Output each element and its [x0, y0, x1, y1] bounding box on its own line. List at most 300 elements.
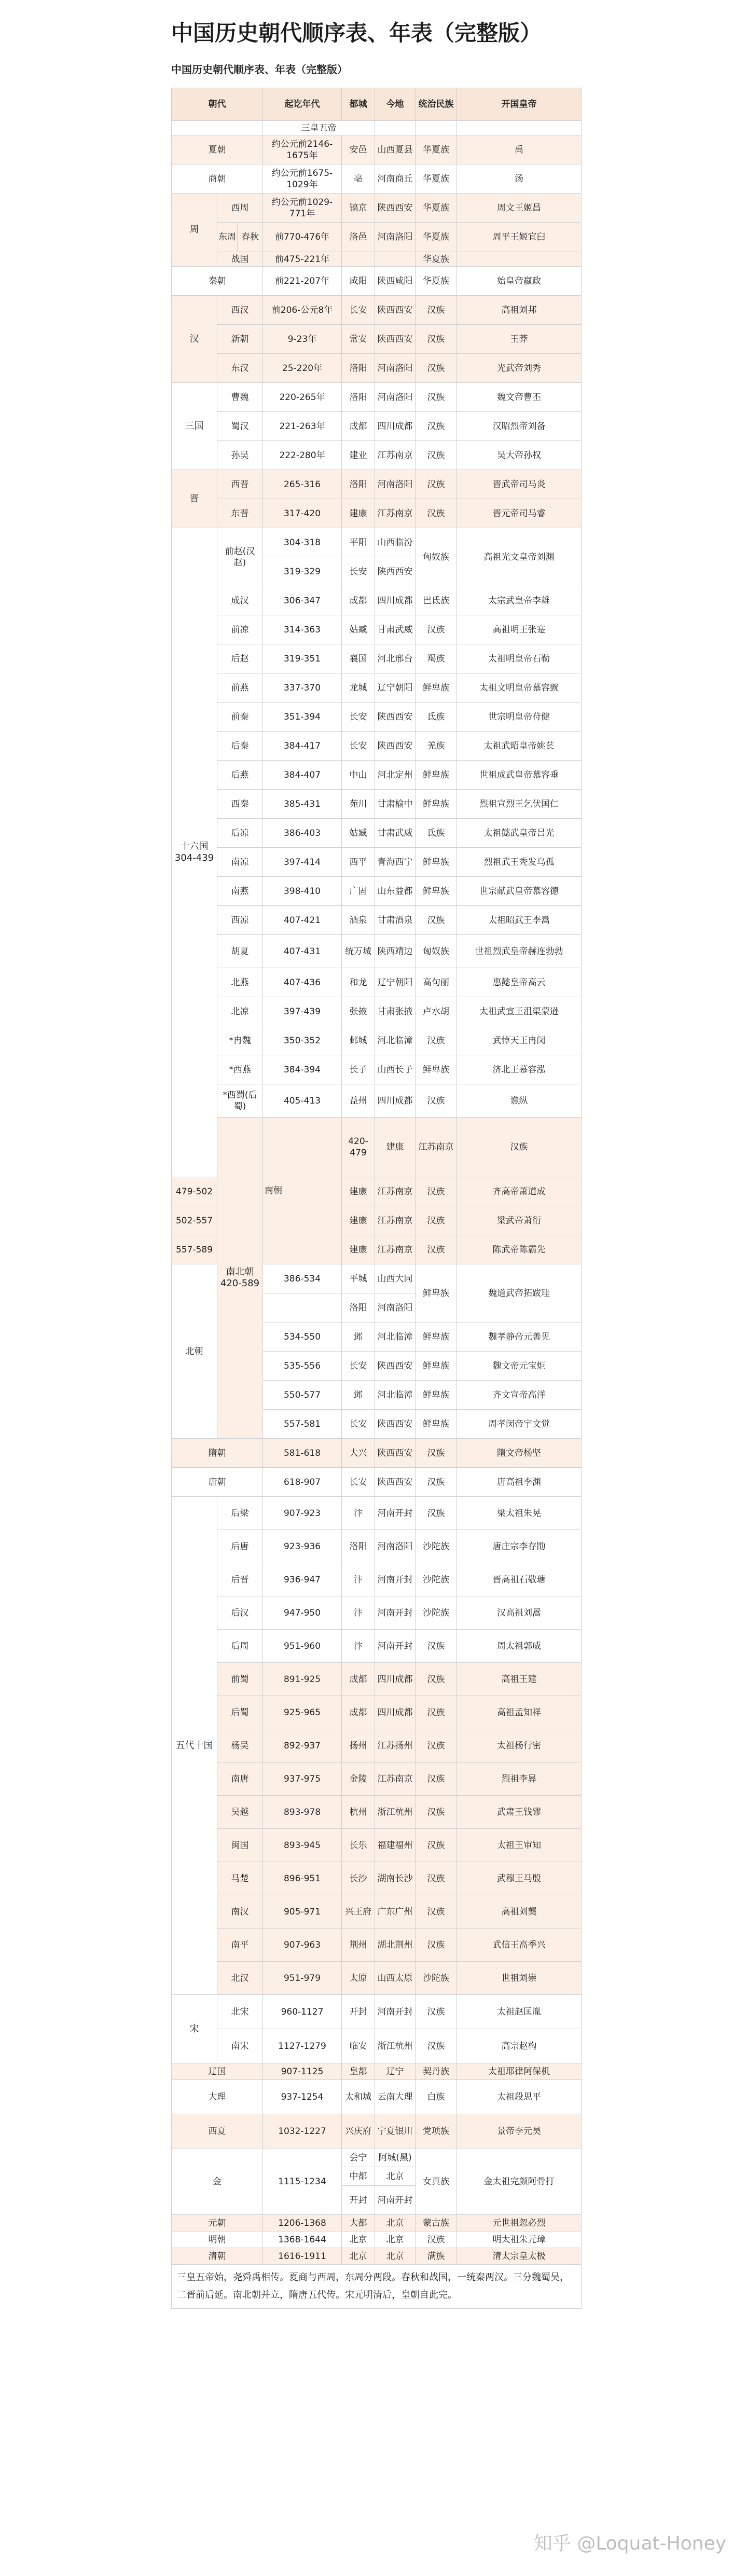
table-cell: 385-431 [263, 790, 342, 819]
table-cell: 鲜卑族 [416, 1381, 457, 1410]
table-cell: 甘肃榆中 [375, 790, 416, 819]
table-cell: 景帝李元昊 [457, 2114, 582, 2148]
table-cell: 咸阳 [342, 267, 375, 296]
table-cell: 鲜卑族 [416, 1323, 457, 1352]
table-cell: 金 [172, 2148, 263, 2215]
table-cell: 云南大理 [375, 2080, 416, 2114]
table-cell: 契丹族 [416, 2063, 457, 2080]
table-cell: 鲜卑族 [416, 1055, 457, 1084]
table-cell: 大兴 [342, 1439, 375, 1468]
table-cell: 汉族 [416, 383, 457, 412]
table-cell: 前秦 [217, 702, 263, 732]
table-cell: 407-436 [263, 968, 342, 997]
table-cell [457, 121, 582, 135]
table-row [172, 1928, 582, 1962]
table-cell: 清太宗皇太极 [457, 2248, 582, 2265]
table-cell: 周太祖郭威 [457, 1630, 582, 1663]
table-cell [375, 121, 416, 135]
table-cell: 荆州 [342, 1928, 375, 1962]
table-row [172, 1663, 582, 1696]
table-cell: 梁太祖朱晃 [457, 1497, 582, 1530]
table-cell: 陕西西安 [375, 732, 416, 761]
table-cell: 羌族 [416, 732, 457, 761]
table-cell: 西秦 [217, 790, 263, 819]
table-cell: 周孝闵帝宇文觉 [457, 1410, 582, 1439]
table-cell: 高祖王建 [457, 1663, 582, 1696]
table-cell: 河南洛阳 [375, 1293, 416, 1323]
table-cell: 384-417 [263, 732, 342, 761]
table-cell: 汉族 [416, 354, 457, 383]
table-cell: 唐高祖李渊 [457, 1468, 582, 1497]
table-cell: 汉族 [416, 1177, 457, 1206]
table-cell: 高祖刘邦 [457, 296, 582, 325]
table-cell: 江苏扬州 [375, 1729, 416, 1762]
table-cell: 姑臧 [342, 615, 375, 644]
table-cell: 汉族 [416, 1235, 457, 1264]
table-cell: 汉族 [416, 906, 457, 935]
table-row [172, 296, 582, 325]
table-row [172, 135, 582, 164]
table-row [172, 1995, 582, 2029]
table-cell: 蜀汉 [217, 412, 263, 441]
table-cell: 1127-1279 [263, 2029, 342, 2063]
table-cell: 兴王府 [342, 1895, 375, 1928]
table-row [172, 1084, 582, 1118]
table-cell: 江苏南京 [375, 499, 416, 528]
table-cell: 汉 [172, 296, 217, 383]
table-cell: 成都 [342, 412, 375, 441]
table-cell: 和龙 [342, 968, 375, 997]
table-cell: 长安 [342, 557, 375, 586]
table-cell: 河南开封 [375, 1563, 416, 1596]
table-cell: 益州 [342, 1084, 375, 1118]
table-cell: 太祖武宣王沮渠蒙逊 [457, 997, 582, 1026]
table-row [172, 2080, 582, 2114]
table-cell: 汉族 [416, 2029, 457, 2063]
table-cell: 557-589 [172, 1235, 217, 1264]
table-cell: 河南开封 [375, 1630, 416, 1663]
table-cell: 太祖懿武皇帝吕光 [457, 819, 582, 848]
table-cell-label: 南朝 [265, 1186, 282, 1196]
table-row [172, 997, 582, 1026]
page-title: 中国历史朝代顺序表、年表（完整版） [171, 20, 542, 46]
table-cell: 谯纵 [457, 1084, 582, 1118]
table-cell: 十六国 304-439 [172, 528, 217, 1177]
table-cell: 世祖烈武皇帝赫连勃勃 [457, 935, 582, 968]
table-cell: 马楚 [217, 1862, 263, 1895]
table-cell: 江苏南京 [416, 1118, 457, 1177]
table-row [172, 2215, 582, 2231]
table-cell: 金太祖完颜阿骨打 [457, 2148, 582, 2215]
table-cell: 苑川 [342, 790, 375, 819]
table-cell: 安邑 [342, 135, 375, 164]
table-row [172, 383, 582, 412]
table-cell: 长安 [342, 1410, 375, 1439]
table-cell: 夏朝 [172, 135, 263, 164]
table-cell: 汉族 [416, 1663, 457, 1696]
table-cell: 397-439 [263, 997, 342, 1026]
table-cell: 951-960 [263, 1630, 342, 1663]
table-cell: 947-950 [263, 1596, 342, 1630]
table-cell: 后晋 [217, 1563, 263, 1596]
table-cell: 隋文帝杨坚 [457, 1439, 582, 1468]
table-cell: 闽国 [217, 1829, 263, 1862]
table-cell: 洛阳 [342, 354, 375, 383]
table-cell: 汉族 [416, 1468, 457, 1497]
table-row [172, 1796, 582, 1829]
table-row [172, 848, 582, 877]
table-row [172, 412, 582, 441]
table-cell: 河南洛阳 [375, 383, 416, 412]
table-cell: 北凉 [217, 997, 263, 1026]
table-cell: 沙陀族 [416, 1962, 457, 1995]
table-row [172, 615, 582, 644]
table-row [172, 2148, 582, 2167]
table-cell: 明太祖朱元璋 [457, 2231, 582, 2248]
table-cell: 扬州 [342, 1729, 375, 1762]
table-cell: 武信王高季兴 [457, 1928, 582, 1962]
table-cell: 世宗献武皇帝慕容德 [457, 877, 582, 906]
table-cell: 鲜卑族 [416, 761, 457, 790]
table-cell: 开封 [342, 1995, 375, 2029]
table-cell: 前燕 [217, 673, 263, 702]
table-cell: 汉族 [416, 1995, 457, 2029]
table-cell: 成都 [342, 586, 375, 615]
table-row [172, 1497, 582, 1530]
table-cell: 梁武帝萧衍 [457, 1206, 582, 1235]
table-row [172, 702, 582, 732]
table-cell: 936-947 [263, 1563, 342, 1596]
table-cell: 前475-221年 [263, 252, 342, 267]
table-cell: 洛邑 [342, 223, 375, 252]
table-row [172, 1630, 582, 1663]
table-cell: 开封 [342, 2186, 375, 2215]
table-cell: 河南商丘 [375, 164, 416, 194]
table-cell: 高句丽 [416, 968, 457, 997]
table-cell: 辽宁朝阳 [375, 673, 416, 702]
table-cell: 鲜卑族 [416, 877, 457, 906]
table-cell: 武肃王钱镠 [457, 1796, 582, 1829]
table-cell: 386-534 [263, 1264, 342, 1293]
table-cell: 江苏南京 [375, 441, 416, 470]
table-cell: 明朝 [172, 2231, 263, 2248]
table-row [172, 1439, 582, 1468]
table-cell: 陕西西安 [375, 194, 416, 223]
table-cell: 汉族 [416, 499, 457, 528]
table-cell: 太宗武皇帝李雄 [457, 586, 582, 615]
table-cell: 唐庄宗李存勖 [457, 1530, 582, 1563]
table-cell: 惠懿皇帝高云 [457, 968, 582, 997]
table-cell: 魏道武帝拓跋珪 [457, 1264, 582, 1323]
table-cell: 陈武帝陈霸先 [457, 1235, 582, 1264]
table-cell: 吴大帝孙权 [457, 441, 582, 470]
table-cell: 魏文帝元宝炬 [457, 1352, 582, 1381]
table-cell: 陕西西安 [375, 1468, 416, 1497]
table-cell: 北宋 [217, 1995, 263, 2029]
table-cell: 长安 [342, 1352, 375, 1381]
table-cell: 济北王慕容泓 [457, 1055, 582, 1084]
table-cell: 907-963 [263, 1928, 342, 1962]
table-cell: 平阳 [342, 528, 375, 557]
table-cell: 高祖明王张寔 [457, 615, 582, 644]
table-cell: 广固 [342, 877, 375, 906]
table-cell: 384-394 [263, 1055, 342, 1084]
table-row [172, 761, 582, 790]
table-cell: 河北定州 [375, 761, 416, 790]
table-cell: 成都 [342, 1696, 375, 1729]
table-cell: 巴氐族 [416, 586, 457, 615]
page-container [171, 0, 581, 2309]
table-row [172, 906, 582, 935]
table-cell: 商朝 [172, 164, 263, 194]
dynasty-table [171, 88, 582, 2309]
table-cell: 前221-207年 [263, 267, 342, 296]
table-cell: 前赵(汉赵) [217, 528, 263, 586]
table-cell: 山西大同 [375, 1264, 416, 1293]
table-cell: 891-925 [263, 1663, 342, 1696]
table-cell: 匈奴族 [416, 935, 457, 968]
table-cell: 陕西靖边 [375, 935, 416, 968]
table-cell: 汴 [342, 1497, 375, 1530]
table-cell: 西汉 [217, 296, 263, 325]
table-cell: 卢水胡 [416, 997, 457, 1026]
header-dynasty: 朝代 [172, 88, 263, 121]
table-cell: 南燕 [217, 877, 263, 906]
table-cell: 西平 [342, 848, 375, 877]
table-cell: 女真族 [416, 2148, 457, 2215]
table-cell [416, 121, 457, 135]
table-cell: 9-23年 [263, 325, 342, 354]
table-cell: 三国 [172, 383, 217, 470]
table-row [172, 673, 582, 702]
table-cell: 319-351 [263, 644, 342, 673]
table-cell: 汉族 [416, 1729, 457, 1762]
table-cell [217, 223, 263, 252]
table-cell: 光武帝刘秀 [457, 354, 582, 383]
table-cell: 386-403 [263, 819, 342, 848]
table-cell: 山东益都 [375, 877, 416, 906]
table-cell: 成汉 [217, 586, 263, 615]
table-cell: 汉族 [416, 296, 457, 325]
table-cell: 新朝 [217, 325, 263, 354]
table-cell: 沙陀族 [416, 1563, 457, 1596]
table-cell: 汴 [342, 1630, 375, 1663]
table-cell: 河南洛阳 [375, 354, 416, 383]
table-cell: 四川成都 [375, 1663, 416, 1696]
table-cell: 后汉 [217, 1596, 263, 1630]
table-cell: 临安 [342, 2029, 375, 2063]
table-cell: 江苏南京 [375, 1206, 416, 1235]
table-cell: 221-263年 [263, 412, 342, 441]
table-row [172, 2248, 582, 2265]
table-cell: 河北临漳 [375, 1381, 416, 1410]
table-cell: 高祖孟知祥 [457, 1696, 582, 1729]
table-cell: 姑臧 [342, 819, 375, 848]
table-cell: 曹魏 [217, 383, 263, 412]
header-capital: 都城 [342, 88, 375, 121]
table-cell: 25-220年 [263, 354, 342, 383]
table-row [172, 644, 582, 673]
table-cell: 长子 [342, 1055, 375, 1084]
table-cell: 905-971 [263, 1895, 342, 1928]
table-cell: 洛阳 [342, 1530, 375, 1563]
table-cell [172, 121, 263, 135]
table-cell [263, 1293, 342, 1323]
table-cell: 魏孝静帝元善见 [457, 1323, 582, 1352]
table-cell: 华夏族 [416, 223, 457, 252]
table-cell: 前206-公元8年 [263, 296, 342, 325]
table-cell: 中山 [342, 761, 375, 790]
table-cell: 汉族 [416, 1862, 457, 1895]
table-cell: 建康 [342, 1177, 375, 1206]
table-cell: 太原 [342, 1962, 375, 1995]
table-cell: 高祖刘龑 [457, 1895, 582, 1928]
table-cell: 534-550 [263, 1323, 342, 1352]
table-cell: 太祖武昭皇帝姚苌 [457, 732, 582, 761]
table-row [172, 1596, 582, 1630]
table-cell: 孙吴 [217, 441, 263, 470]
table-cell [457, 252, 582, 267]
table-cell: 胡夏 [217, 935, 263, 968]
table-cell: 479-502 [172, 1177, 217, 1206]
table-cell: 建康 [342, 1235, 375, 1264]
table-cell: 约公元前2146-1675年 [263, 135, 342, 164]
table-cell: 后赵 [217, 644, 263, 673]
table-row [172, 1895, 582, 1928]
table-cell: 汉族 [416, 1928, 457, 1962]
table-cell: 北京 [375, 2231, 416, 2248]
table-cell: 鲜卑族 [416, 1264, 457, 1323]
table-cell: 后凉 [217, 819, 263, 848]
table-cell: 405-413 [263, 1084, 342, 1118]
page-subtitle: 中国历史朝代顺序表、年表（完整版） [171, 63, 348, 76]
table-row [172, 1563, 582, 1596]
table-cell: 烈祖武王秃发乌孤 [457, 848, 582, 877]
table-cell: 河北临漳 [375, 1026, 416, 1055]
table-cell: 约公元前1029-771年 [263, 194, 342, 223]
table-cell: 约公元前1675-1029年 [263, 164, 342, 194]
table-cell: 龙城 [342, 673, 375, 702]
table-cell: 江苏南京 [375, 1235, 416, 1264]
table-cell: 265-316 [263, 470, 342, 499]
table-cell: 汉族 [416, 1696, 457, 1729]
table-cell: 汉族 [416, 470, 457, 499]
table-cell: 烈祖宣烈王乞伏国仁 [457, 790, 582, 819]
table-cell: 白族 [416, 2080, 457, 2114]
table-row [172, 877, 582, 906]
table-cell: 中都 [342, 2167, 375, 2186]
table-row [172, 223, 582, 252]
table-cell: 世宗明皇帝苻健 [457, 702, 582, 732]
table-row [172, 499, 582, 528]
table-cell: 汴 [342, 1596, 375, 1630]
table-cell: 建康 [342, 499, 375, 528]
table-cell: 匈奴族 [416, 528, 457, 586]
table-cell: 建康 [342, 1206, 375, 1235]
table-row [172, 2265, 582, 2309]
table-cell: 鲜卑族 [416, 1352, 457, 1381]
table-cell: 397-414 [263, 848, 342, 877]
table-cell: 太祖段思平 [457, 2080, 582, 2114]
table-cell: 杨吴 [217, 1729, 263, 1762]
table-cell: 汉族 [416, 1026, 457, 1055]
table-cell: 山西临汾 [375, 528, 416, 557]
table-cell: 汉族 [416, 1206, 457, 1235]
table-cell: 960-1127 [263, 1995, 342, 2029]
mnemonic-notes: 三皇五帝始，尧舜禹相传。夏商与西周，东周分两段。春秋和战国，一统秦两汉。三分魏蜀吴，二晋前后延。南北朝并立，隋唐五代传。宋元明清后，皇朝自此完。 [172, 2265, 582, 2309]
table-cell: 北燕 [217, 968, 263, 997]
table-cell: 氐族 [416, 819, 457, 848]
table-cell: 秦朝 [172, 267, 263, 296]
table-cell: 周平王姬宜臼 [457, 223, 582, 252]
table-cell: 北汉 [217, 1962, 263, 1995]
table-cell: 镐京 [342, 194, 375, 223]
table-cell: 河南开封 [375, 1497, 416, 1530]
table-row [172, 1026, 582, 1055]
table-cell: 长沙 [342, 1862, 375, 1895]
table-row [172, 470, 582, 499]
table-cell: 前蜀 [217, 1663, 263, 1696]
table-cell: 沙陀族 [416, 1596, 457, 1630]
table-cell: *冉魏 [217, 1026, 263, 1055]
table-cell: 东汉 [217, 354, 263, 383]
table-cell: 北京 [375, 2215, 416, 2231]
table-cell: 甘肃武威 [375, 819, 416, 848]
table-cell: 923-936 [263, 1530, 342, 1563]
table-row [172, 1055, 582, 1084]
table-cell: 元世祖忽必烈 [457, 2215, 582, 2231]
table-cell: 汉族 [416, 1895, 457, 1928]
table-row [172, 1762, 582, 1796]
table-cell: 南北朝 420-589 [217, 1118, 263, 1439]
table-row [172, 819, 582, 848]
table-cell: 甘肃酒泉 [375, 906, 416, 935]
table-cell: 陕西西安 [375, 1352, 416, 1381]
table-row [172, 252, 582, 267]
table-row [172, 1530, 582, 1563]
table-cell: 陕西西安 [375, 1410, 416, 1439]
table-cell: 925-965 [263, 1696, 342, 1729]
table-cell: 陕西西安 [375, 325, 416, 354]
table-cell: 满族 [416, 2248, 457, 2265]
table-cell: 407-431 [263, 935, 342, 968]
table-cell: 五代十国 [172, 1497, 217, 1995]
table-cell: 鲜卑族 [416, 790, 457, 819]
table-cell: 汤 [457, 164, 582, 194]
table-cell: 太祖杨行密 [457, 1729, 582, 1762]
sanhuang-cell: 三皇五帝 [263, 121, 375, 135]
watermark: 知乎 @Loquat-Honey [533, 2533, 726, 2554]
table-row [172, 1729, 582, 1762]
table-cell: 汉族 [416, 615, 457, 644]
table-row [172, 194, 582, 223]
table-row [172, 1862, 582, 1895]
table-cell: 始皇帝嬴政 [457, 267, 582, 296]
table-cell: 华夏族 [416, 135, 457, 164]
table-cell: 山西长子 [375, 1055, 416, 1084]
table-cell: 河北邢台 [375, 644, 416, 673]
table-cell: 535-556 [263, 1352, 342, 1381]
table-cell: 汉族 [416, 412, 457, 441]
table-cell: 后蜀 [217, 1696, 263, 1729]
table-cell: 后唐 [217, 1530, 263, 1563]
table-cell: 洛阳 [342, 470, 375, 499]
table-cell: 甘肃张掖 [375, 997, 416, 1026]
table-cell: 浙江杭州 [375, 2029, 416, 2063]
table-row [172, 968, 582, 997]
table-cell: 220-265年 [263, 383, 342, 412]
table-cell: 汉族 [416, 1630, 457, 1663]
